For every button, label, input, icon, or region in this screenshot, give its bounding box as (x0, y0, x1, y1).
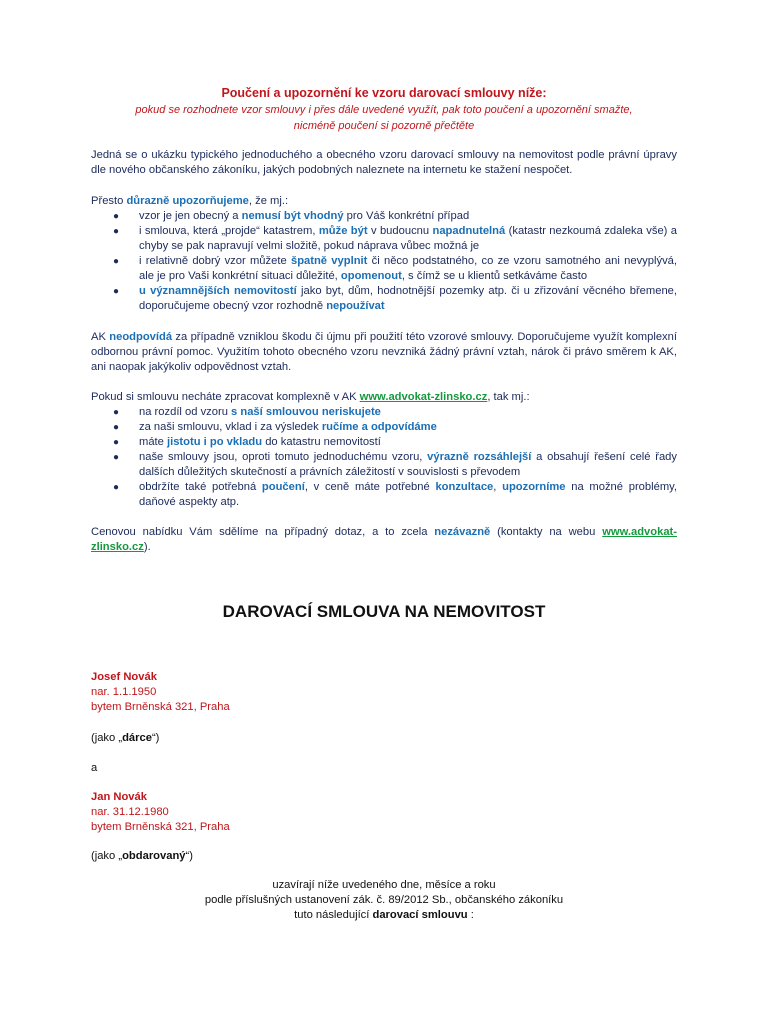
item-text: máte (139, 436, 167, 448)
item-text: i smlouva, která „projde“ katastrem, (139, 225, 319, 237)
donor-address: bytem Brněnská 321, Praha (91, 701, 230, 713)
role-text: “) (151, 732, 160, 744)
item-text: , s čímž se u klientů setkáváme často (401, 270, 588, 282)
item-emphasis: opomenout (340, 270, 402, 282)
donor-name: Josef Novák (91, 671, 157, 683)
item-text: , (493, 481, 503, 493)
list-item (91, 405, 677, 420)
donor-birth: nar. 1.1.1950 (91, 686, 157, 698)
item-text: jako byt, dům, hodnotnější pozemky atp. či u zřizování věcného břemene, doporučujeme obecný vzor rozhodně (139, 285, 677, 312)
item-text: a obsahují řešení celé řady dalších důležitých skutečností a právních záležitostí v souvislosti s převodem (139, 451, 678, 478)
role-text: (jako „ (91, 850, 123, 862)
item-text: do katastru nemovitostí (262, 436, 381, 448)
item-text: i relativně dobrý vzor můžete (139, 255, 291, 267)
donee-block (91, 790, 677, 835)
item-emphasis: výrazně rozsáhlejší (427, 451, 532, 463)
notice-subtitle-line2: nicméně poučení si pozorně přečtěte (293, 120, 475, 132)
donee-address: bytem Brněnská 321, Praha (91, 821, 230, 833)
pricing-text: ). (143, 541, 151, 553)
pricing-paragraph (91, 525, 677, 555)
bullet-icon: ● (113, 452, 120, 463)
conjunction-text: a (91, 762, 98, 774)
website-link[interactable]: www.advokat-zlinsko.cz (91, 526, 677, 553)
warning-section (91, 194, 677, 314)
item-text: , v ceně máte potřebné (304, 481, 436, 493)
bullet-icon: ● (113, 407, 120, 418)
donee-birth: nar. 31.12.1980 (91, 806, 169, 818)
warning-emphasis: důrazně upozorňujeme (126, 195, 249, 207)
list-item (91, 254, 677, 284)
bullet-icon: ● (113, 286, 120, 297)
warning-lead-end: , že mj.: (248, 195, 289, 207)
list-item (91, 450, 677, 480)
role-text: “) (185, 850, 193, 862)
item-text: obdržíte také potřebná (139, 481, 262, 493)
item-text: vzor je jen obecný a (139, 210, 242, 222)
list-item (91, 435, 677, 450)
closing-line3 (91, 908, 677, 923)
notice-title: Poučení a upozornění ke vzoru darovací smlouvy níže: (221, 86, 547, 100)
pricing-text: (kontakty na webu (490, 526, 603, 538)
item-emphasis: s naší smlouvou neriskujete (231, 406, 381, 418)
item-emphasis: může být (318, 225, 368, 237)
liability-text: AK (91, 331, 110, 343)
pricing-emphasis: nezávazně (434, 526, 491, 538)
list-item (91, 480, 677, 510)
bullet-icon: ● (113, 226, 120, 237)
item-text: v budoucnu (367, 225, 433, 237)
bullet-icon: ● (113, 482, 120, 493)
offer-lead-text: Pokud si smlouvu necháte zpracovat komplexně v AK (91, 391, 360, 403)
warning-lead (91, 194, 677, 209)
item-text: na rozdíl od vzoru (139, 406, 232, 418)
role-emphasis: dárce (122, 732, 152, 744)
contract-title: DAROVACÍ SMLOUVA NA NEMOVITOST (222, 602, 546, 621)
intro-paragraph: Jedná se o ukázku typického jednoduchého a obecného vzoru darovací smlouvy na nemovitost podle právní úpravy dle nového občanského zákoníku, jakých podobných naleznete na internetu ke stažení nespočet. (91, 149, 677, 176)
donor-block (91, 670, 677, 715)
notice-subtitle (40, 102, 728, 134)
item-text: naše smlouvy jsou, oproti tomuto jednoduchému vzoru, (139, 451, 428, 463)
bullet-icon: ● (113, 256, 120, 267)
role-text: (jako „ (91, 732, 123, 744)
closing-line1: uzavírají níže uvedeného dne, měsíce a roku (272, 879, 496, 891)
liability-text: za případně vzniklou škodu či újmu při použití této vzorové smlouvy. Doporučujeme využít komplexní odbornou právní pomoc. Využitím tohoto obecného vzoru nevzniká žádný právní vztah, nárok či právo směrem k AK, ani naopak jakýkoliv odpovědnost vztah. (91, 331, 677, 373)
item-emphasis: špatně vyplnit (290, 255, 368, 267)
liability-emphasis: neodpovídá (109, 331, 173, 343)
closing-text: tuto následující (294, 909, 373, 921)
list-item (91, 420, 677, 435)
list-item (91, 209, 677, 224)
item-emphasis: u významnějších nemovitostí (139, 285, 297, 297)
item-emphasis: ručíme a odpovídáme (321, 421, 437, 433)
item-text: na možné problémy, daňové aspekty atp. (139, 481, 678, 508)
item-text: za naši smlouvu, vklad i za výsledek (139, 421, 322, 433)
donee-name: Jan Novák (91, 791, 147, 803)
item-text: pro Váš konkrétní případ (343, 210, 470, 222)
warning-list (91, 209, 677, 314)
closing-block (91, 878, 677, 923)
offer-list (91, 405, 677, 510)
donor-role (91, 731, 677, 746)
role-emphasis: obdarovaný (122, 850, 186, 862)
liability-paragraph (91, 330, 677, 375)
item-emphasis: poučení (261, 481, 305, 493)
item-emphasis: jistotu i po vkladu (166, 436, 263, 448)
item-emphasis: nepoužívat (326, 300, 385, 312)
website-link[interactable]: www.advokat-zlinsko.cz (359, 391, 488, 403)
pricing-text: Cenovou nabídku Vám sdělíme na případný dotaz, a to zcela (91, 526, 435, 538)
closing-line2: podle příslušných ustanovení zák. č. 89/2012 Sb., občanského zákoníku (204, 894, 564, 906)
list-item (91, 284, 677, 314)
item-text: (katastr nezkoumá zdaleka vše) a chyby se pak napravují velmi složitě, pokud náprava vůbec možná je (139, 225, 677, 252)
warning-lead-text: Přesto (91, 195, 127, 207)
donee-role (91, 849, 677, 864)
item-emphasis: napadnutelná (432, 225, 506, 237)
offer-section (91, 390, 677, 510)
closing-emphasis: darovací smlouvu (372, 909, 468, 921)
item-emphasis: nemusí být vhodný (241, 210, 344, 222)
offer-lead-end: , tak mj.: (487, 391, 530, 403)
item-emphasis: konzultace (435, 481, 494, 493)
offer-lead (91, 390, 677, 405)
notice-subtitle-line1: pokud se rozhodnete vzor smlouvy i přes dále uvedené využít, pak toto poučení a upozornění smažte, (135, 104, 633, 116)
item-text: či něco podstatného, co ze vzoru samotného ani nevyplývá, ale je pro Vaši konkrétní situaci důležité, (139, 255, 677, 282)
closing-text: : (467, 909, 474, 921)
item-emphasis: upozorníme (502, 481, 566, 493)
bullet-icon: ● (113, 422, 120, 433)
list-item (91, 224, 677, 254)
bullet-icon: ● (113, 437, 120, 448)
bullet-icon: ● (113, 211, 120, 222)
